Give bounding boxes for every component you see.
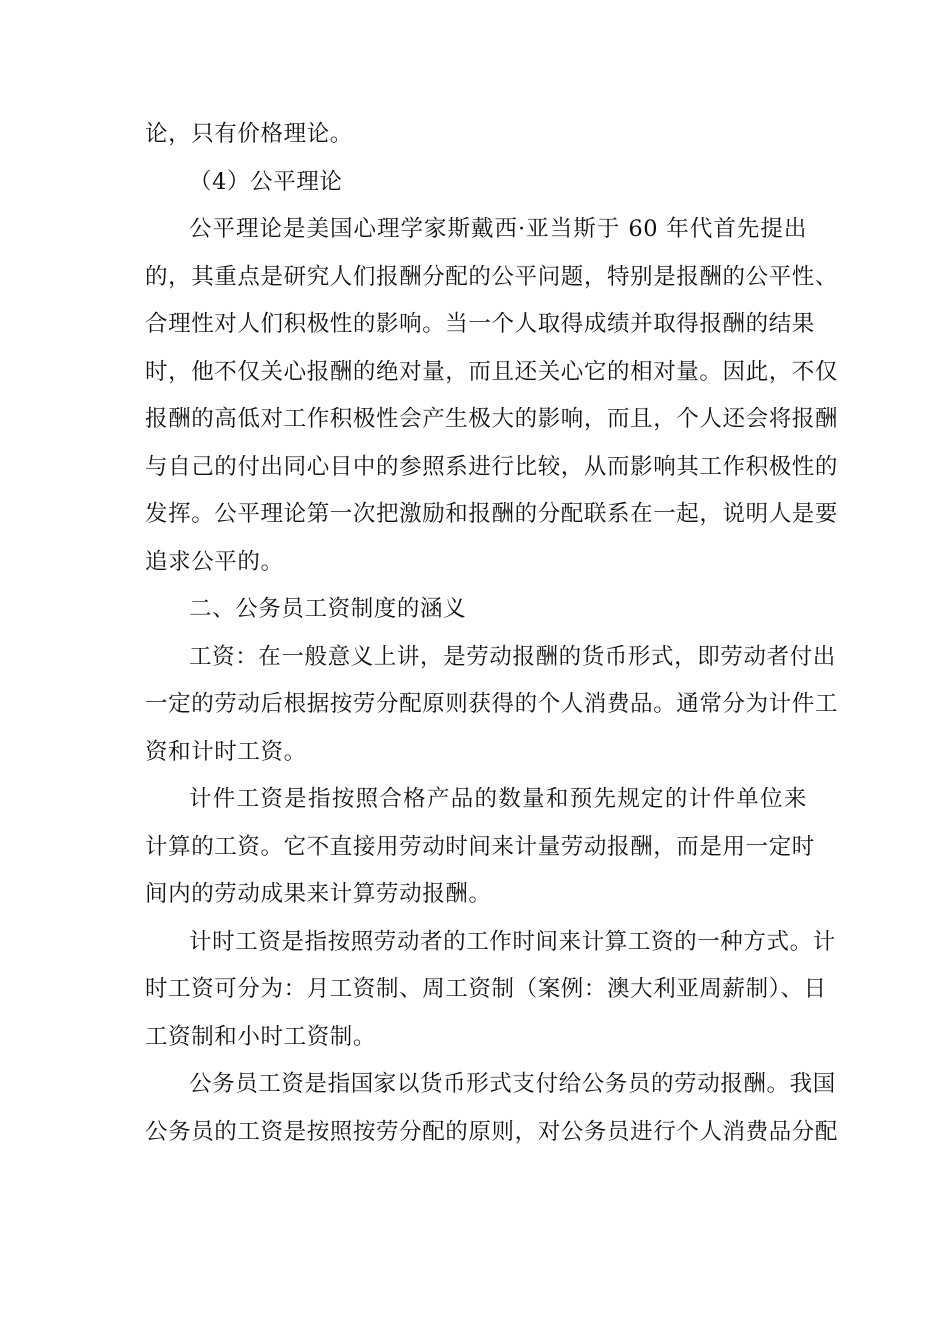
text-line: 一定的劳动后根据按劳分配原则获得的个人消费品。通常分为计件工: [145, 691, 839, 717]
text-line: 工资：在一般意义上讲，是劳动报酬的货币形式，即劳动者付出: [189, 643, 836, 670]
text-line: 二、公务员工资制度的涵义: [189, 596, 467, 622]
text-line: 计件工资是指按照合格产品的数量和预先规定的计件单位来: [189, 786, 807, 812]
document-page: [145, 111, 839, 1156]
text-line: 报酬的高低对工作积极性会产生极大的影响，而且，个人还会将报酬: [145, 406, 839, 432]
text-line: 计时工资是指按照劳动者的工作时间来计算工资的一种方式。计: [189, 928, 836, 955]
text-line: 公平理论是美国心理学家斯戴西·亚当斯于 60 年代首先提出: [189, 216, 807, 242]
text-line: （4）公平理论: [189, 168, 343, 195]
text-line: 论，只有价格理论。: [145, 121, 353, 147]
text-line: 计算的工资。它不直接用劳动时间来计量劳动报酬，而是用一定时: [145, 833, 815, 860]
text-line: 与自己的付出同心目中的参照系进行比较，从而影响其工作积极性的: [145, 453, 839, 480]
text-line: 间内的劳动成果来计算劳动报酬。: [145, 881, 492, 907]
text-line: 公务员工资是指国家以货币形式支付给公务员的劳动报酬。我国: [189, 1071, 836, 1097]
text-line: 公务员的工资是按照按劳分配的原则，对公务员进行个人消费品分配: [145, 1118, 839, 1145]
text-line: 资和计时工资。: [145, 738, 307, 765]
text-line: 发挥。公平理论第一次把激励和报酬的分配联系在一起，说明人是要: [145, 501, 839, 527]
text-line: 工资制和小时工资制。: [145, 1023, 377, 1050]
text-line: 追求公平的。: [145, 548, 284, 575]
text-line: 的，其重点是研究人们报酬分配的公平问题，特别是报酬的公平性、: [145, 263, 839, 290]
text-line: 时工资可分为：月工资制、周工资制（案例：澳大利亚周薪制）、日: [145, 976, 827, 1002]
text-line: 合理性对人们积极性的影响。当一个人取得成绩并取得报酬的结果: [145, 311, 815, 337]
text-line: 时，他不仅关心报酬的绝对量，而且还关心它的相对量。因此，不仅: [145, 358, 839, 385]
